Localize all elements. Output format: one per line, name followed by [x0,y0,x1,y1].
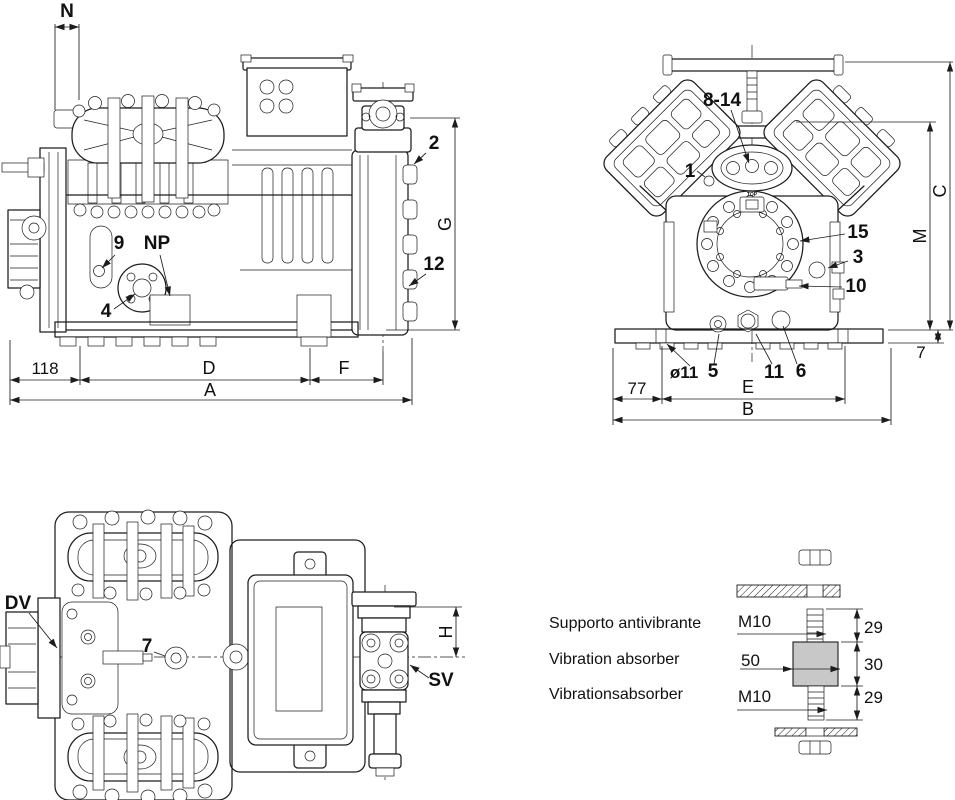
dim-label-118: 118 [31,359,59,378]
washer-plate-bottom [775,728,857,736]
callout-label-1: 1 [684,161,696,182]
callouts-bottom [667,326,806,383]
oil-pump [2,148,66,332]
main-flange [697,191,803,297]
side-fitting [833,289,844,299]
dim-label-77: 77 [627,379,647,398]
shaft-area [62,602,249,714]
side-view [2,1,460,405]
absorber-title-it: Supporto antivibrante [549,615,702,632]
washer-plate-top [737,585,840,597]
rubber-body [793,642,838,686]
absorber-title-de: Vibrationsabsorber [549,686,684,703]
dim-label-g: G [435,216,455,232]
discharge-valve [352,84,414,152]
callout-label-8-14: 8-14 [702,90,742,111]
dim-label-f: F [338,358,350,378]
dim-label-d: D [202,358,216,378]
callout-label-15: 15 [847,222,869,243]
dim-label-n: N [60,1,74,22]
vibration-absorber-detail [549,550,883,754]
stud-bottom [808,686,824,720]
callout-label-9: 9 [113,233,125,254]
absorber-dim-top: 29 [864,618,883,637]
absorber-diameter: 50 [741,651,760,670]
callout-label-4: 4 [100,301,112,322]
dim-label-a: A [203,380,217,400]
bottom-fitting [754,277,788,290]
oil-plug-7 [165,647,187,669]
hex-nut-bottom [799,741,831,754]
dim-label-m: M [910,228,930,244]
callout-label-12: 12 [423,254,445,275]
bank-lower [68,714,218,800]
motor-end-bell [352,150,417,335]
dims-bottom [10,338,412,405]
oil-sight-glass [809,262,825,278]
nameplate [150,295,190,325]
terminal-box [241,55,353,136]
callout-label-3: 3 [852,247,864,268]
front-view [593,45,953,425]
top-view [0,510,465,800]
absorber-thread-top: M10 [738,612,772,631]
plug-6 [772,311,790,329]
cylinder-head [72,95,224,219]
callout-label-7: 7 [141,636,153,657]
eyebolt-nut [742,111,762,123]
callout-9 [102,233,124,268]
absorber-thread-bottom: M10 [738,687,772,706]
dim-label-c: C [930,184,950,198]
callout-7-top [142,636,165,657]
dim-n [55,1,79,110]
side-fitting [832,262,844,273]
terminal-box-top [248,552,353,768]
plug-1 [704,176,714,186]
dim-label-h: H [436,625,456,639]
callout-label-2: 2 [428,133,440,154]
bank-upper [68,510,218,600]
callout-2 [414,133,439,164]
base-plate [615,329,883,349]
callout-label-10: 10 [845,276,867,297]
stud-top [807,609,823,642]
absorber-dim-bottom: 29 [864,688,883,707]
dim-7 [888,330,944,362]
dim-label-e: E [741,377,755,397]
callout-label-11: 11 [763,362,785,383]
dim-label-7: 7 [916,343,926,362]
flange-top-mark: TOP [746,192,758,198]
callout-label-5: 5 [707,361,719,382]
oil-level-slot [90,226,112,288]
callout-label-sv: SV [428,670,454,691]
hex-nut-top [799,550,831,565]
absorber-dim-mid: 30 [864,655,883,674]
callout-label-dv: DV [4,593,32,614]
callout-sv [410,665,454,691]
motor-housing [232,150,352,270]
callout-label-np: NP [143,233,171,254]
top-oval-flange [712,145,792,191]
callout-label-d11: ø11 [669,363,699,382]
absorber-title-en: Vibration absorber [549,651,680,668]
dim-label-b: B [741,399,755,419]
suction-valve [352,592,416,776]
callout-label-6: 6 [795,361,807,382]
